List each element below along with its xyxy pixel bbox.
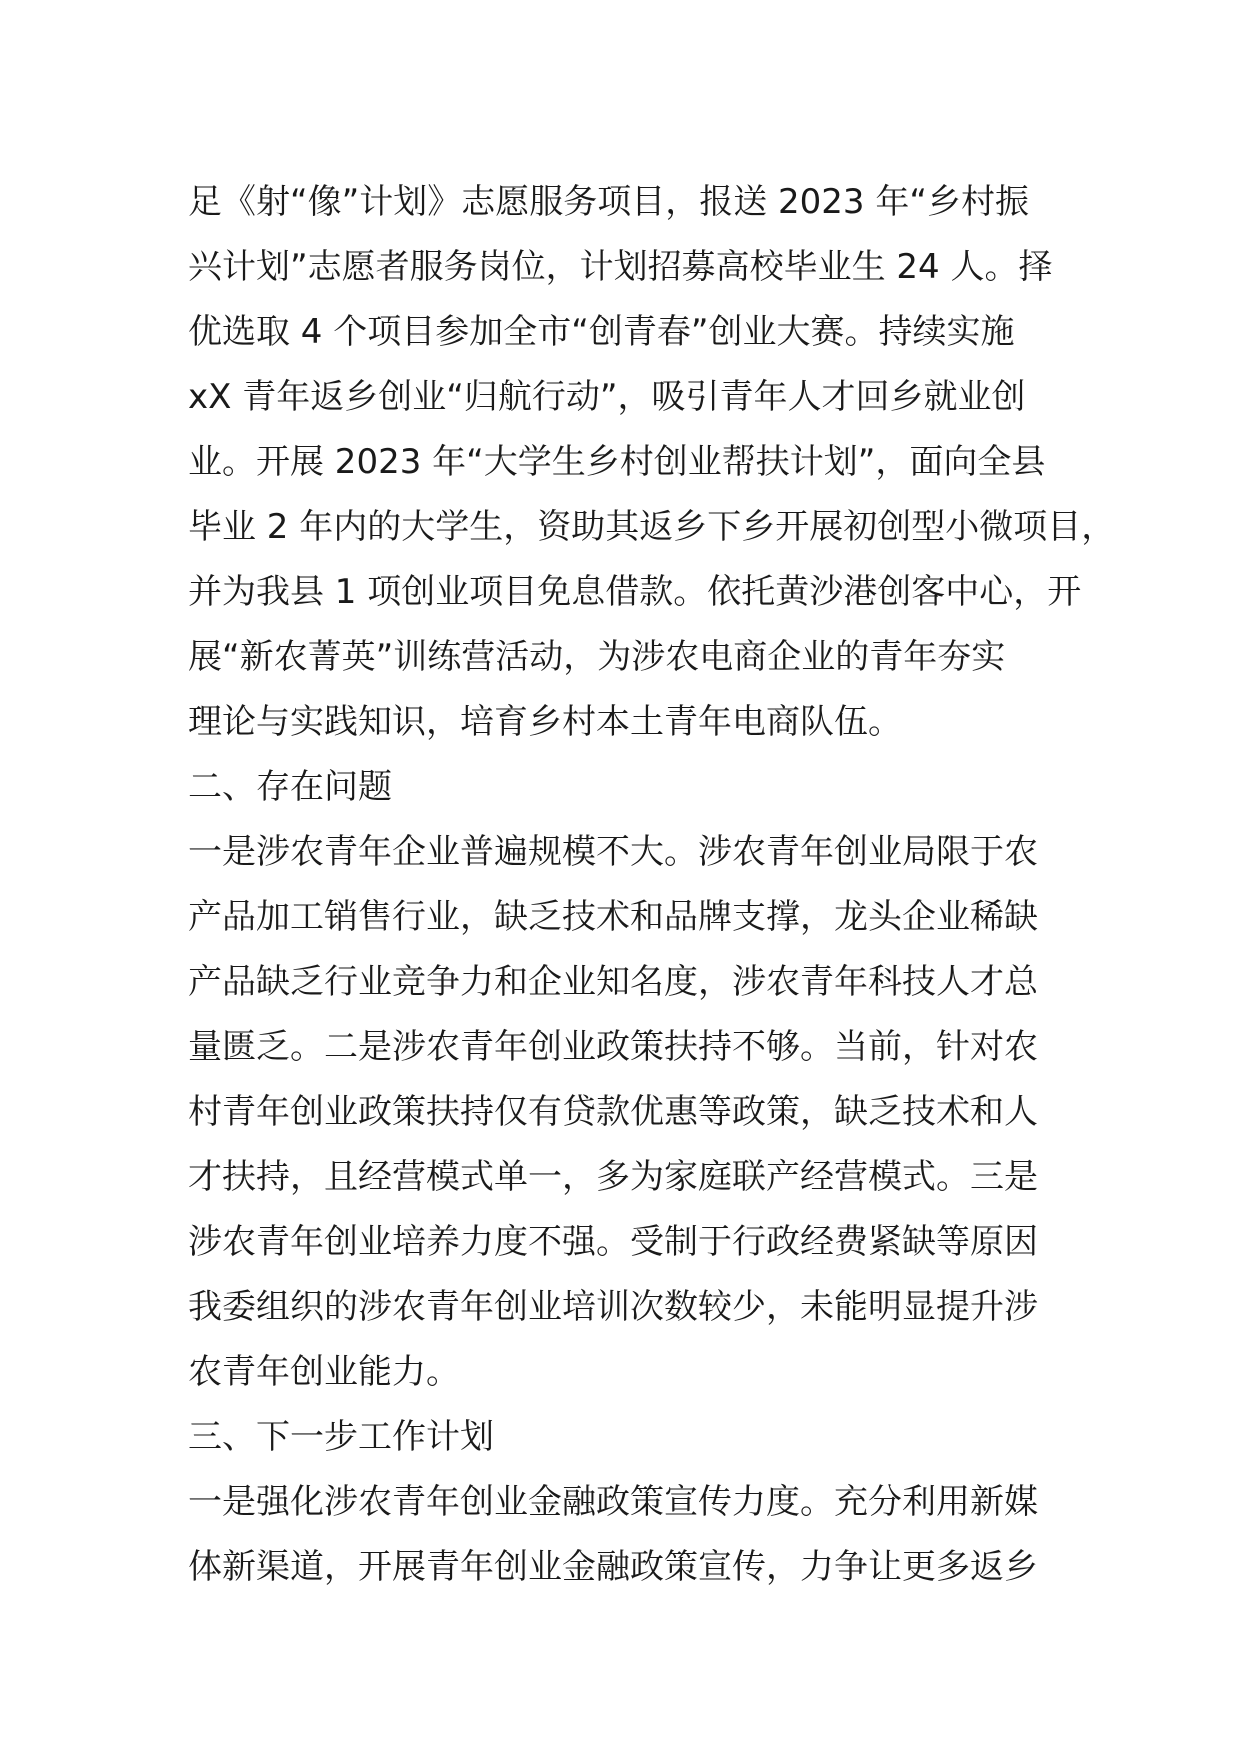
text-line: 一是强化涉农青年创业金融政策宣传力度。充分利用新媒 [188, 1482, 1038, 1522]
text-line: 足《射“像”计划》志愿服务项目，报送 2023 年“乡村振 [188, 182, 1029, 222]
text-line: 产品加工销售行业，缺乏技术和品牌支撑，龙头企业稀缺 [188, 897, 1038, 937]
text-line: 涉农青年创业培养力度不强。受制于行政经费紧缺等原因 [188, 1222, 1038, 1262]
text-line: 业。开展 2023 年“大学生乡村创业帮扶计划”，面向全县 [188, 442, 1046, 482]
body-text [188, 170, 1116, 1600]
text-line: 才扶持，且经营模式单一，多为家庭联产经营模式。三是 [188, 1157, 1038, 1197]
text-line: 优选取 4 个项目参加全市“创青春”创业大赛。持续实施 [188, 312, 1015, 352]
text-line: 毕业 2 年内的大学生，资助其返乡下乡开展初创型小微项目， [188, 507, 1116, 547]
text-line: 量匮乏。二是涉农青年创业政策扶持不够。当前，针对农 [188, 1027, 1038, 1067]
text-line: 产品缺乏行业竞争力和企业知名度，涉农青年科技人才总 [188, 962, 1038, 1002]
text-line: 体新渠道，开展青年创业金融政策宣传，力争让更多返乡 [188, 1547, 1038, 1587]
text-line: xX 青年返乡创业“归航行动”，吸引青年人才回乡就业创 [188, 377, 1026, 417]
text-line: 农青年创业能力。 [188, 1352, 460, 1392]
text-line: 一是涉农青年企业普遍规模不大。涉农青年创业局限于农 [188, 832, 1038, 872]
text-line: 展“新农菁英”训练营活动，为涉农电商企业的青年夯实 [188, 637, 1006, 677]
section-heading-problems: 二、存在问题 [188, 767, 392, 807]
text-line: 理论与实践知识，培育乡村本土青年电商队伍。 [188, 702, 902, 742]
text-line: 兴计划”志愿者服务岗位，计划招募高校毕业生 24 人。择 [188, 247, 1053, 287]
section-heading-next-plan: 三、下一步工作计划 [188, 1417, 494, 1457]
text-line: 并为我县 1 项创业项目免息借款。依托黄沙港创客中心，开 [188, 572, 1082, 612]
text-line: 村青年创业政策扶持仅有贷款优惠等政策，缺乏技术和人 [188, 1092, 1038, 1132]
text-line: 我委组织的涉农青年创业培训次数较少，未能明显提升涉 [188, 1287, 1038, 1327]
